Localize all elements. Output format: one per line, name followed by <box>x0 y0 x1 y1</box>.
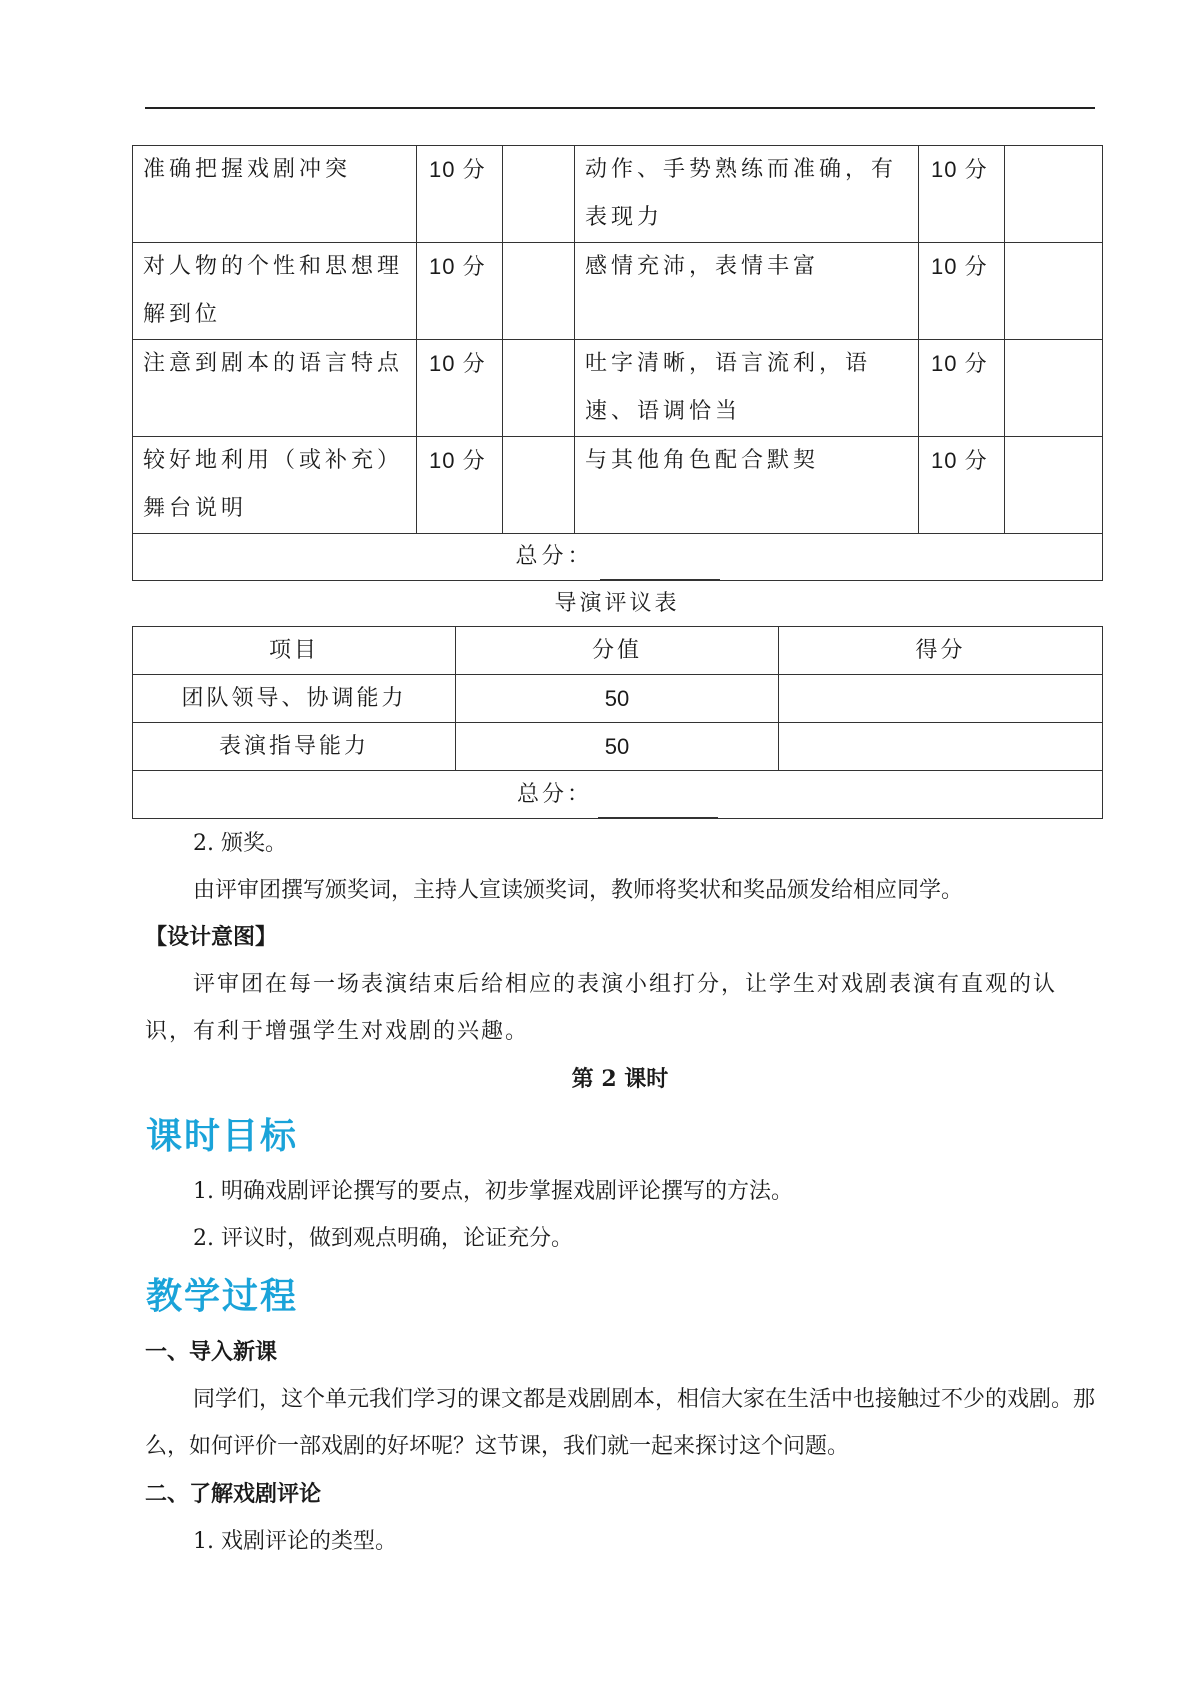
table-row <box>133 340 1103 437</box>
value-cell: 50 <box>456 675 779 723</box>
table-row <box>133 146 1103 243</box>
design-intent-label: 【设计意图】 <box>145 924 278 950</box>
score-entry-cell[interactable] <box>1005 243 1103 340</box>
criterion-cell: 动作、手势熟练而准确，有表现力 <box>575 146 919 243</box>
table-row <box>133 437 1103 534</box>
process-heading: 教学过程 <box>146 1276 299 1317</box>
criterion-cell: 吐字清晰，语言流利，语速、语调恰当 <box>575 340 919 437</box>
table-row <box>133 675 1103 723</box>
header-score: 得分 <box>779 627 1103 675</box>
points-cell: 10 分 <box>417 146 503 243</box>
criterion-cell: 注意到剧本的语言特点 <box>133 340 417 437</box>
header-value: 分值 <box>456 627 779 675</box>
award-title: 2. 颁奖。 <box>193 831 287 856</box>
section-2-item-1: 1. 戏剧评论的类型。 <box>193 1529 397 1554</box>
criterion-cell: 较好地利用（或补充）舞台说明 <box>133 437 417 534</box>
award-text: 由评审团撰写颁奖词，主持人宣读颁奖词，教师将奖状和奖品颁发给相应同学。 <box>193 878 964 903</box>
points-cell: 10 分 <box>417 243 503 340</box>
criterion-cell: 感情充沛，表情丰富 <box>575 243 919 340</box>
total-cell <box>133 534 1103 581</box>
points-cell: 10 分 <box>919 146 1005 243</box>
total-cell <box>133 771 1103 819</box>
section-1-title: 一、导入新课 <box>145 1339 278 1365</box>
value-cell: 50 <box>456 723 779 771</box>
score-entry-cell[interactable] <box>779 675 1103 723</box>
points-cell: 10 分 <box>919 340 1005 437</box>
score-entry-cell[interactable] <box>503 437 575 534</box>
points-cell: 10 分 <box>919 243 1005 340</box>
score-entry-cell[interactable] <box>503 146 575 243</box>
total-row <box>133 771 1103 819</box>
item-cell: 团队领导、协调能力 <box>133 675 456 723</box>
section-1-text: 同学们，这个单元我们学习的课文都是戏剧剧本，相信大家在生活中也接触过不少的戏剧。那么，如何评价一部戏剧的好坏呢？这节课，我们就一起来探讨这个问题。 <box>145 1387 1096 1459</box>
design-intent-text: 评审团在每一场表演结束后给相应的表演小组打分，让学生对戏剧表演有直观的认识，有利于增强学生对戏剧的兴趣。 <box>145 972 1058 1044</box>
lesson-title: 第 2 课时 <box>571 1066 669 1092</box>
criterion-cell: 对人物的个性和思想理解到位 <box>133 243 417 340</box>
score-entry-cell[interactable] <box>1005 437 1103 534</box>
score-entry-cell[interactable] <box>1005 340 1103 437</box>
header-item: 项目 <box>133 627 456 675</box>
criterion-cell: 与其他角色配合默契 <box>575 437 919 534</box>
score-entry-cell[interactable] <box>503 243 575 340</box>
performance-score-table <box>132 145 1103 581</box>
header-rule <box>145 107 1095 109</box>
table-row <box>133 243 1103 340</box>
criterion-cell: 准确把握戏剧冲突 <box>133 146 417 243</box>
goal-item-1: 1. 明确戏剧评论撰写的要点，初步掌握戏剧评论撰写的方法。 <box>193 1179 793 1204</box>
table-header-row <box>133 627 1103 675</box>
score-entry-cell[interactable] <box>1005 146 1103 243</box>
goal-item-2: 2. 评议时，做到观点明确，论证充分。 <box>193 1226 573 1251</box>
director-score-table <box>132 626 1103 819</box>
table-row <box>133 723 1103 771</box>
points-cell: 10 分 <box>919 437 1005 534</box>
total-label: 总分： <box>515 544 594 569</box>
total-blank[interactable] <box>598 793 718 818</box>
total-blank[interactable] <box>600 555 720 580</box>
points-cell: 10 分 <box>417 340 503 437</box>
points-cell: 10 分 <box>417 437 503 534</box>
section-2-title: 二、了解戏剧评论 <box>145 1481 322 1507</box>
total-row <box>133 534 1103 581</box>
total-label: 总分： <box>516 782 592 807</box>
goals-heading: 课时目标 <box>146 1116 299 1157</box>
score-entry-cell[interactable] <box>779 723 1103 771</box>
score-entry-cell[interactable] <box>503 340 575 437</box>
item-cell: 表演指导能力 <box>133 723 456 771</box>
director-table-caption: 导演评议表 <box>554 591 680 616</box>
